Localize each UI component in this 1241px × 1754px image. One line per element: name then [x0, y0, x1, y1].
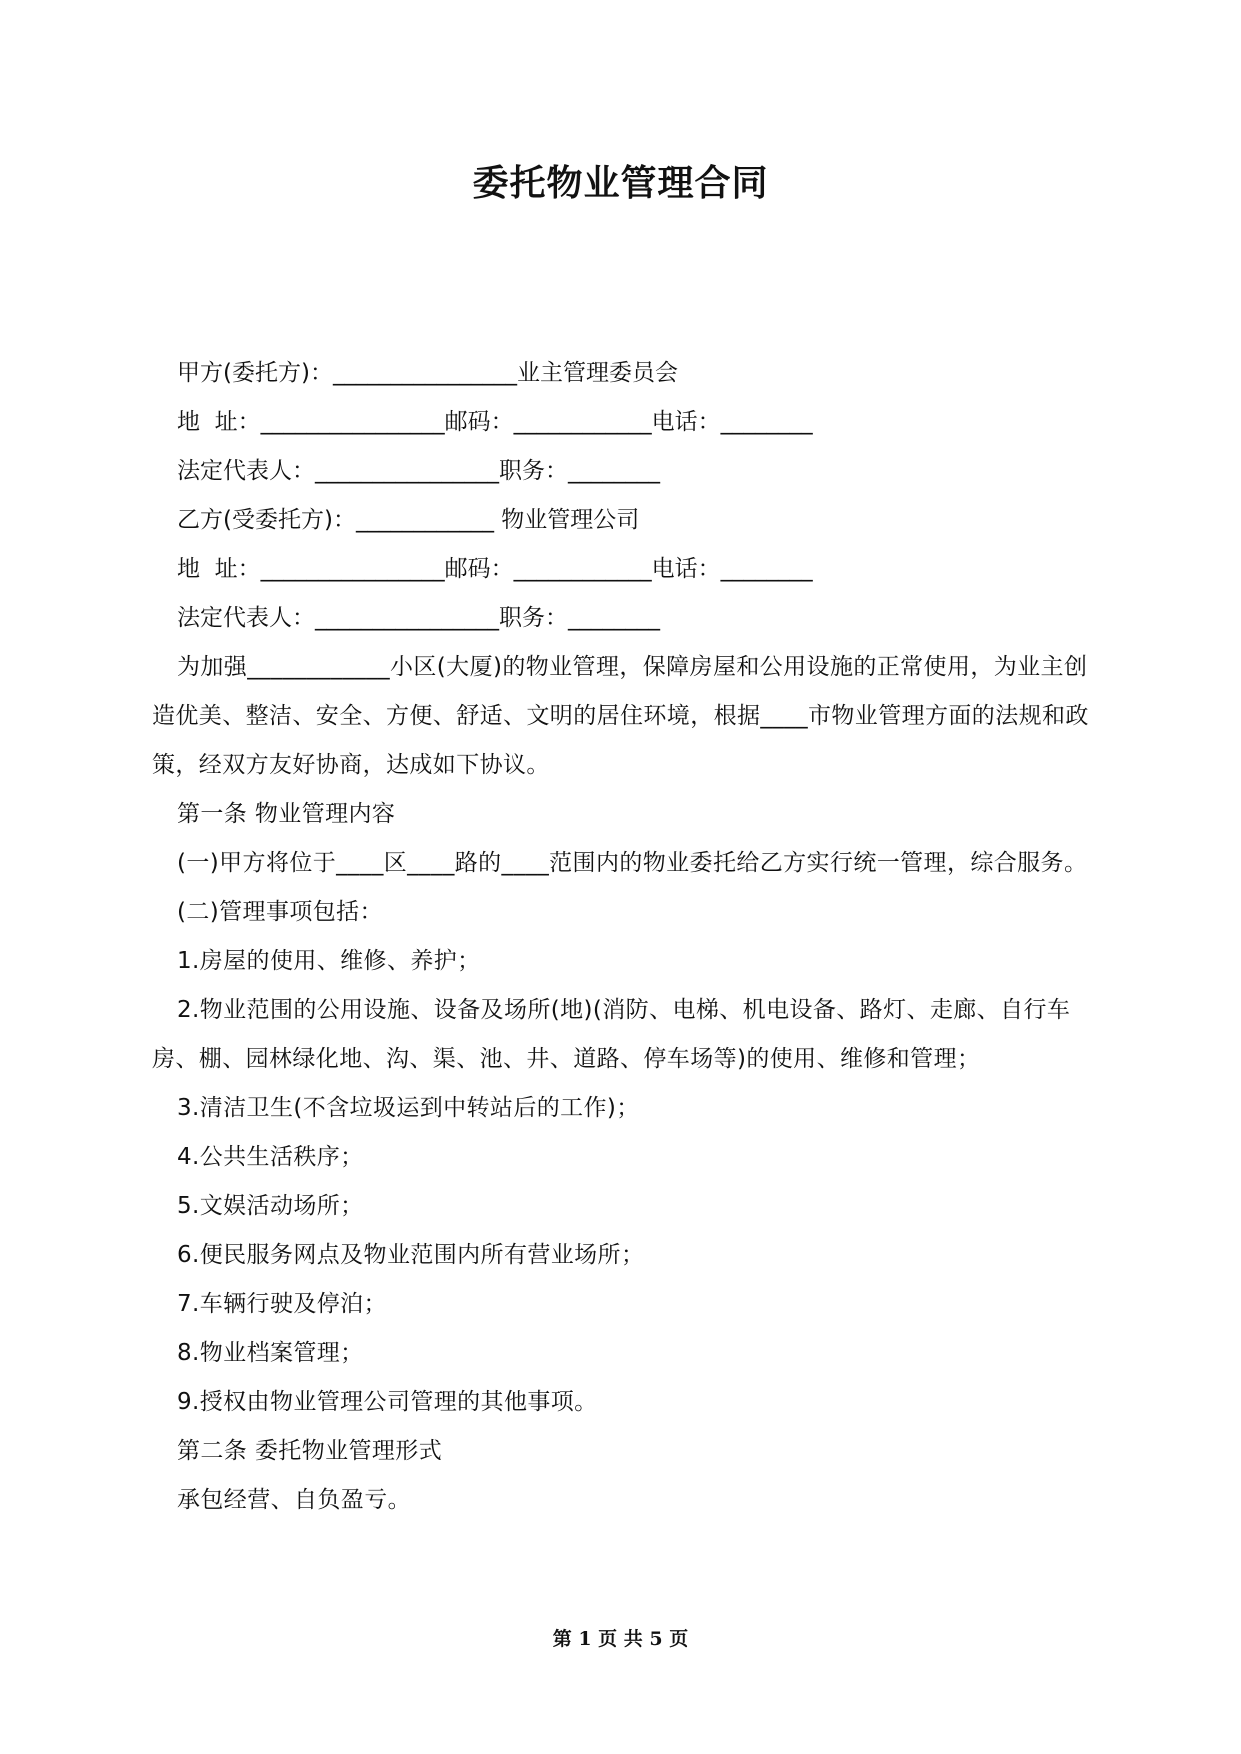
list-item: 6.便民服务网点及物业范围内所有营业场所；: [177, 1242, 645, 1268]
party-a-line: 甲方(委托方)：________________业主管理委员会: [177, 360, 678, 386]
list-item: 2.物业范围的公用设施、设备及场所(地)(消防、电梯、机电设备、路灯、走廊、自行车房、棚、园林绿化地、沟、渠、池、井、道路、停车场等)的使用、维修和管理；: [152, 997, 1071, 1072]
document-title: 委托物业管理合同: [472, 163, 769, 204]
article-1-item-2: (二)管理事项包括：: [177, 899, 383, 925]
article-1-heading: 第一条 物业管理内容: [177, 801, 396, 827]
document-body: [152, 349, 1097, 1525]
article-2-text: 承包经营、自负盈亏。: [177, 1487, 411, 1513]
party-b-representative-line: 法定代表人：________________职务：________: [177, 605, 660, 631]
party-b-line: 乙方(受委托方)：____________ 物业管理公司: [177, 507, 640, 533]
list-item: 9.授权由物业管理公司管理的其他事项。: [177, 1389, 598, 1415]
list-item: 1.房屋的使用、维修、养护；: [177, 948, 481, 974]
article-2-heading: 第二条 委托物业管理形式: [177, 1438, 443, 1464]
list-item: 5.文娱活动场所；: [177, 1193, 364, 1219]
party-a-address-line: 地 址：________________邮码：____________电话：________: [177, 409, 813, 435]
party-b-address-line: 地 址：________________邮码：____________电话：________: [177, 556, 813, 582]
list-item: 7.车辆行驶及停泊；: [177, 1291, 387, 1317]
preamble-paragraph: 为加强____________小区(大厦)的物业管理，保障房屋和公用设施的正常使用，为业主创造优美、整洁、安全、方便、舒适、文明的居住环境，根据____市物业管理方面的法规和政策，经双方友好协商，达成如下协议。: [152, 654, 1089, 778]
list-item: 8.物业档案管理；: [177, 1340, 364, 1366]
list-item: 3.清洁卫生(不含垃圾运到中转站后的工作)；: [177, 1095, 640, 1121]
party-a-representative-line: 法定代表人：________________职务：________: [177, 458, 660, 484]
article-1-item-1: (一)甲方将位于____区____路的____范围内的物业委托给乙方实行统一管理，综合服务。: [177, 850, 1088, 876]
page-number-footer: 第 1 页 共 5 页: [552, 1628, 689, 1650]
list-item: 4.公共生活秩序；: [177, 1144, 364, 1170]
